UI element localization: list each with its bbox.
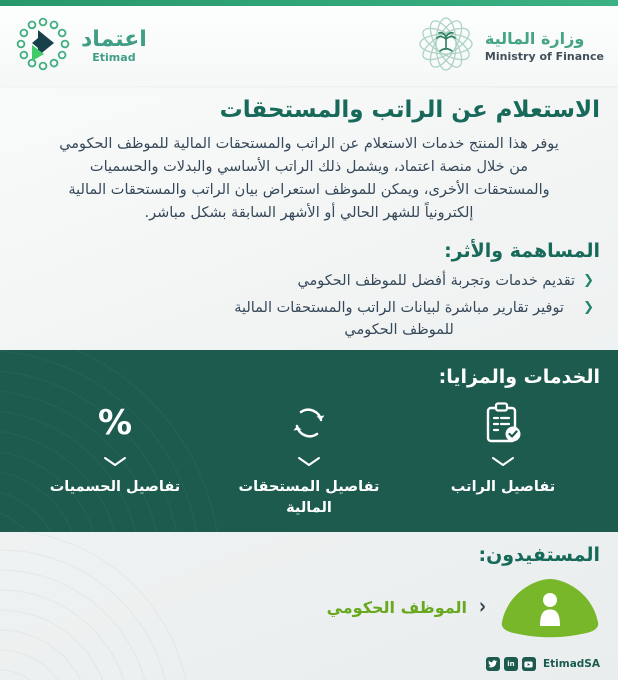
intro-paragraph: يوفر هذا المنتج خدمات الاستعلام عن الراتب والمستحقات المالية للموظف الحكومي من خلال منصة اعتماد، ويشمل ذلك الراتب الأساسي والبدلات والحسميات والمستحقات الأخرى، ويمكن للموظف استعراض بيان الراتب والمستحقات المالية إلكترونياً للشهر الحالي أو الأشهر السابقة بشكل مباشر. [59, 135, 559, 222]
etimad-wordmark [81, 26, 147, 64]
ministry-name-arabic: وزارة المالية [484, 29, 585, 48]
refresh-cycle-icon [291, 398, 327, 448]
linkedin-icon[interactable]: in [504, 657, 518, 671]
chevron-down-icon [491, 452, 515, 471]
etimad-name-english: Etimad [92, 50, 136, 64]
percent-icon: % [97, 403, 133, 443]
beneficiary-label: الموظف الحكومي [326, 597, 467, 617]
chevron-down-icon [297, 452, 321, 471]
service-entitlements-details [212, 398, 406, 519]
beneficiaries-section [0, 534, 618, 680]
bullet-chevron-icon: ❮ [583, 272, 594, 288]
twitter-icon[interactable] [486, 657, 500, 671]
header [0, 6, 618, 86]
etimad-logo [14, 15, 147, 77]
page-title: الاستعلام عن الراتب والمستحقات [219, 97, 600, 123]
ministry-of-finance-logo [415, 13, 604, 79]
impact-bullet-text: توفير تقارير مباشرة لبيانات الراتب والمستحقات المالية للموظف الحكومي [234, 299, 564, 339]
impact-bullet-text: تقديم خدمات وتجربة أفضل للموظف الحكومي [297, 272, 576, 289]
ministry-wordmark [485, 29, 604, 63]
service-label: تفاصيل الحسميات [49, 479, 181, 495]
social-footer [486, 657, 600, 671]
services-band [0, 350, 618, 532]
intro-section [0, 86, 618, 342]
beneficiaries-heading: المستفيدون: [478, 544, 600, 566]
bullet-chevron-icon: ❮ [583, 299, 594, 315]
saudi-emblem-rosette-icon [415, 13, 477, 79]
list-item [18, 270, 594, 292]
government-employee-icon [498, 574, 602, 642]
etimad-guilloche-circle-icon [14, 15, 72, 77]
impact-bullet-list [18, 270, 600, 342]
services-heading: الخدمات والمزايا: [438, 366, 600, 388]
chevron-down-icon [103, 452, 127, 471]
list-item [18, 297, 594, 342]
youtube-icon[interactable] [522, 657, 536, 671]
service-salary-details [406, 398, 600, 519]
chevron-left-icon: ‹ [478, 594, 486, 620]
service-deductions-details [18, 398, 212, 519]
etimad-name-arabic: اعتماد [81, 26, 147, 52]
impact-heading: المساهمة والأثر: [444, 239, 600, 262]
social-handle[interactable]: EtimadSA [542, 658, 600, 670]
services-row [18, 398, 600, 519]
ministry-name-english: Ministry of Finance [484, 50, 604, 63]
beneficiary-item [0, 572, 618, 642]
salary-report-icon [484, 398, 522, 448]
service-label: تفاصيل الراتب [450, 479, 556, 495]
service-label: تفاصيل المستحقات المالية [238, 479, 380, 517]
